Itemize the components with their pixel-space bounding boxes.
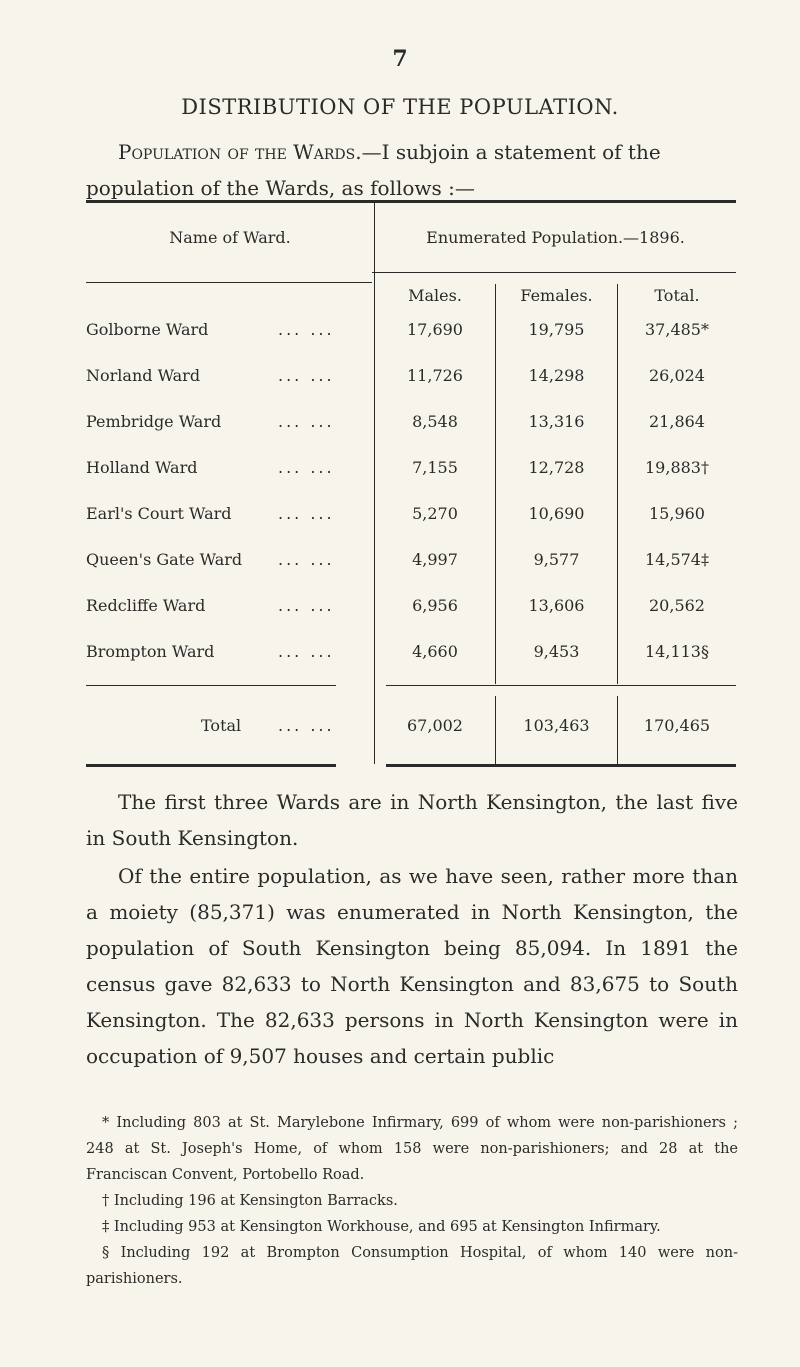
- total-value: 15,960: [649, 504, 705, 523]
- leader-dots: ... ...: [278, 716, 335, 735]
- ward-name: Earl's Court Ward: [86, 504, 232, 523]
- header-rule-right: [372, 272, 736, 273]
- leader-dots: ... ...: [278, 642, 335, 661]
- leader-dots: ... ...: [278, 458, 335, 477]
- females-value: 14,298: [528, 366, 585, 385]
- intro-paragraph: [86, 134, 746, 206]
- males-value: 7,155: [412, 458, 458, 477]
- males-value: 5,270: [412, 504, 458, 523]
- ward-name: Brompton Ward: [86, 642, 215, 661]
- table-bottom-rule-left: [86, 764, 336, 767]
- females-value: 10,690: [528, 504, 585, 523]
- leader-dots: ... ...: [278, 320, 335, 339]
- leader-dots: ... ...: [278, 550, 335, 569]
- males-value: 4,660: [412, 642, 458, 661]
- females-value: 9,577: [533, 550, 580, 569]
- total-value: 14,113§: [645, 642, 709, 661]
- page-heading: DISTRIBUTION OF THE POPULATION.: [181, 95, 619, 119]
- enumerated-population-header: Enumerated Population.—1896.: [426, 228, 685, 247]
- males-value: 17,690: [407, 320, 463, 339]
- total-rule-left: [86, 685, 336, 686]
- ward-name: Redcliffe Ward: [86, 596, 206, 615]
- page-number: 7: [392, 46, 408, 72]
- table-bottom-rule-right: [386, 764, 736, 767]
- ward-name: Holland Ward: [86, 458, 198, 477]
- header-rule-left: [86, 282, 372, 283]
- females-value: 12,728: [528, 458, 585, 477]
- footnote-dagger: † Including 196 at Kensington Barracks.: [102, 1193, 398, 1209]
- males-value: 6,956: [412, 596, 458, 615]
- total-value: 14,574‡: [645, 550, 709, 569]
- total-value: 26,024: [649, 366, 705, 385]
- ward-name-header: Name of Ward.: [169, 228, 291, 247]
- paragraph-population-moiety: Of the entire population, as we have seen, rather more than a moiety (85,371) was enumerated in North Kensington, the population of South Kensington being 85,094. In 1891 the census gave 82,633 to North Kensington and 83,675 to South Kensington. The 82,633 persons in North Kensington were in occupation of 9,507 houses and certain public: [86, 864, 738, 1068]
- total-value: 20,562: [649, 596, 705, 615]
- females-value: 13,316: [528, 412, 585, 431]
- females-value: 13,606: [528, 596, 585, 615]
- total-value: 37,485*: [645, 320, 709, 339]
- total-rule-right: [386, 685, 736, 686]
- males-females-rule: [495, 284, 496, 684]
- males-value: 4,997: [412, 550, 458, 569]
- females-value: 19,795: [528, 320, 585, 339]
- footnote-double-dagger: ‡ Including 953 at Kensington Workhouse, and 695 at Kensington Infirmary.: [102, 1219, 661, 1235]
- intro-text: —I subjoin a statement of the population of the Wards, as follows :—: [86, 140, 661, 200]
- leader-dots: ... ...: [278, 412, 335, 431]
- footnotes: [86, 1110, 738, 1292]
- females-value: 9,453: [533, 642, 580, 661]
- females-header: Females.: [520, 286, 593, 305]
- footnote-section: § Including 192 at Brompton Consumption Hospital, of whom 140 were non-parishioners.: [86, 1245, 738, 1287]
- total-label: Total: [201, 716, 242, 735]
- females-total-rule: [617, 284, 618, 684]
- leader-dots: ... ...: [278, 504, 335, 523]
- total-value: 21,864: [649, 412, 705, 431]
- grand-total-value: 170,465: [643, 716, 711, 735]
- ward-name: Golborne Ward: [86, 320, 209, 339]
- males-header: Males.: [408, 286, 462, 305]
- ward-name: Pembridge Ward: [86, 412, 222, 431]
- ward-name: Norland Ward: [86, 366, 201, 385]
- ward-name: Queen's Gate Ward: [86, 550, 243, 569]
- leader-dots: ... ...: [278, 596, 335, 615]
- total-value: 19,883†: [645, 458, 709, 477]
- total-header: Total.: [654, 286, 700, 305]
- table-top-rule: [86, 200, 736, 203]
- total-males-value: 67,002: [407, 716, 463, 735]
- males-value: 8,548: [412, 412, 458, 431]
- intro-lead: Population of the Wards.: [118, 140, 362, 164]
- males-value: 11,726: [407, 366, 463, 385]
- total-females-value: 103,463: [523, 716, 590, 735]
- leader-dots: ... ...: [278, 366, 335, 385]
- paragraph-wards-location: The first three Wards are in North Kensington, the last five in South Kensington.: [86, 790, 738, 850]
- footnote-asterisk: * Including 803 at St. Marylebone Infirmary, 699 of whom were non-parishioners ; 248 at St. Joseph's Home, of whom 158 were non-parishioners; and 28 at the Franciscan Convent, Portobello Road.: [86, 1115, 738, 1183]
- population-table: [86, 200, 736, 766]
